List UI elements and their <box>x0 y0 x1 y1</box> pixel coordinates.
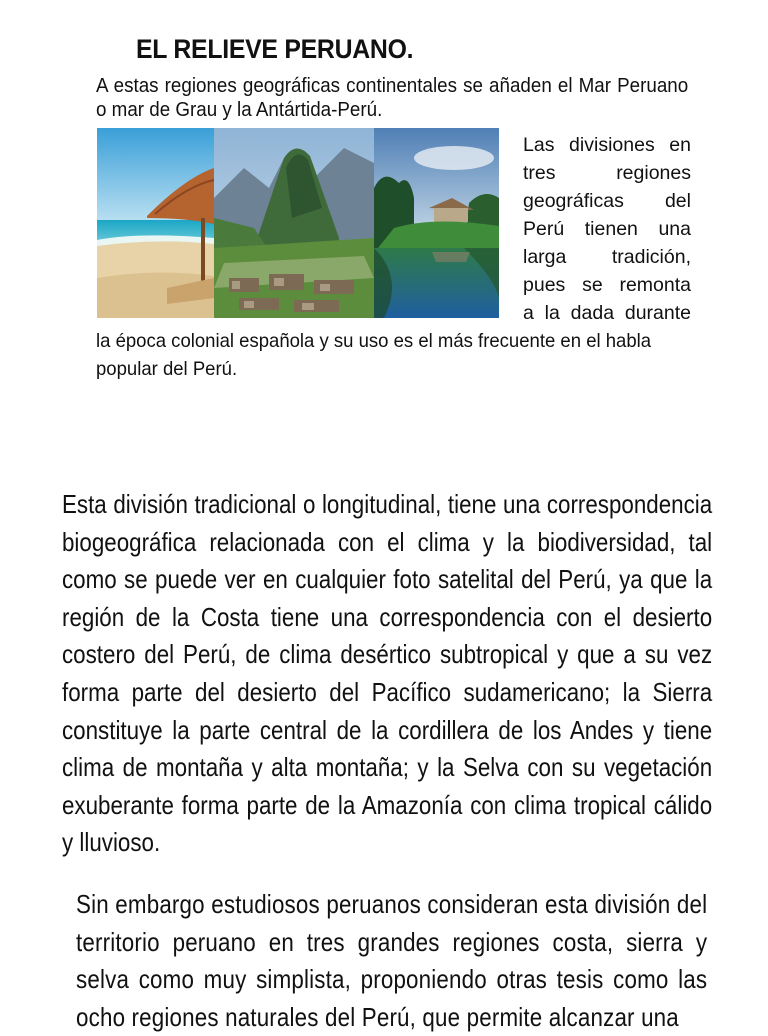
side-text-line: Las divisiones en <box>523 134 691 156</box>
body-paragraph-3: Sin embargo estudiosos peruanos consideran esta división del territorio peruano en tres grandes regiones costa, sierra y selva como muy simplista, proponiendo otras tesis como las ocho regiones naturales del Perú, que permite alcanzar una <box>76 889 708 1032</box>
side-text-line: tres regiones <box>523 162 691 184</box>
side-text-line: Perú tienen una <box>523 218 691 240</box>
sierra-photo <box>214 128 374 318</box>
side-text-line: a la dada durante <box>523 302 691 324</box>
continuation-paragraph: la época colonial española y su uso es el más frecuente en el habla popular del Perú. <box>96 330 652 380</box>
jungle-photo <box>374 128 499 318</box>
side-text-line: pues se remonta <box>523 274 691 296</box>
side-text-line: geográficas del <box>523 190 691 212</box>
regions-photo-strip <box>97 128 499 318</box>
page-title: EL RELIEVE PERUANO. <box>136 34 414 64</box>
coast-photo <box>97 128 214 318</box>
side-text-line: larga tradición, <box>523 246 691 268</box>
side-text-column <box>523 131 691 327</box>
intro-paragraph: A estas regiones geográficas continentales se añaden el Mar Peruano o mar de Grau y la Antártida-Perú. <box>96 75 689 121</box>
body-paragraph-2: Esta división tradicional o longitudinal, tiene una correspondencia biogeográfica relacionada con el clima y la biodiversidad, tal como se puede ver en cualquier foto satelital del Perú, ya que la región de la Costa tiene una correspondencia con el desierto costero del Perú, de clima desértico subtropical y que a su vez forma parte del desierto del Pacífico sudamericano; la Sierra constituye la parte central de la cordillera de los Andes y tiene clima de montaña y alta montaña; y la Selva con su vegetación exuberante forma parte de la Amazonía con clima tropical cálido y lluvioso. <box>62 489 713 858</box>
